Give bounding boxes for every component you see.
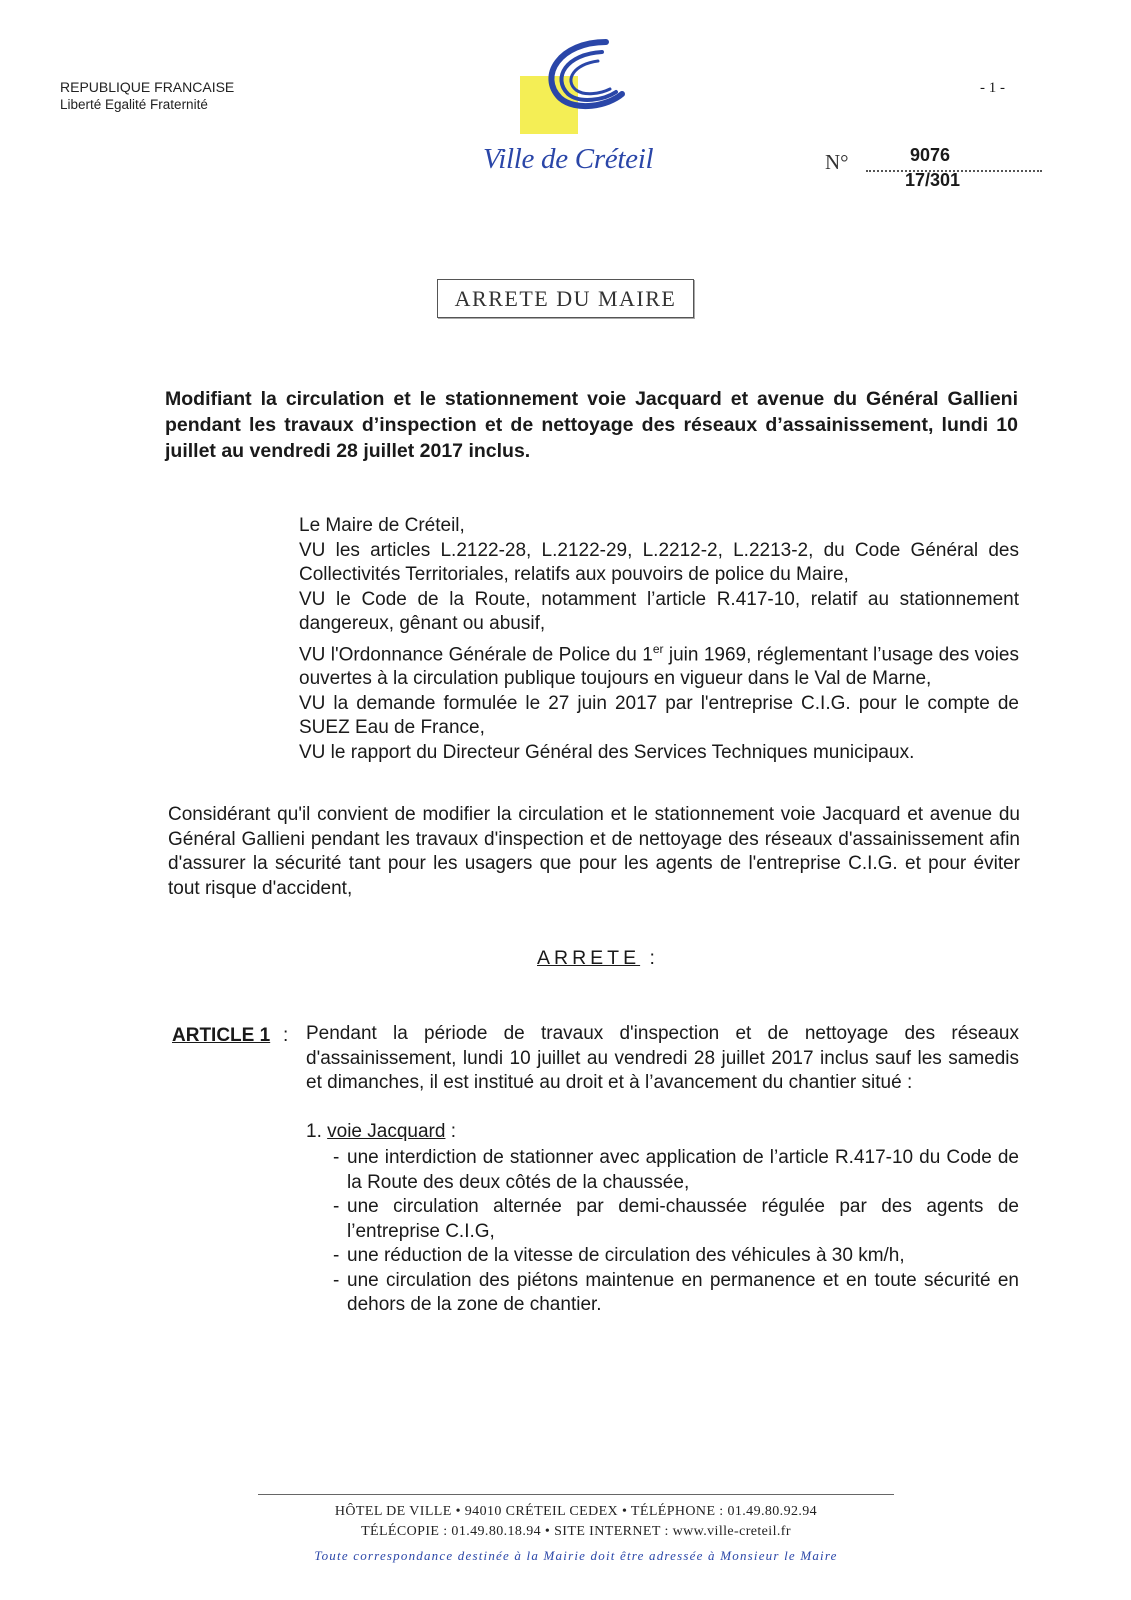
measure-text: une réduction de la vitesse de circulation des véhicules à 30 km/h, (347, 1245, 905, 1266)
dash-icon: - (333, 1245, 340, 1266)
article-label-colon: : (283, 1025, 289, 1046)
article-text: Pendant la période de travaux d'inspection et de nettoyage des réseaux d'assainissement, lundi 10 juillet au vendredi 28 juillet 2017 inclus sauf les samedis et dimanches, il est institué au droit et à l’avancement du chantier situé : (306, 1023, 1019, 1093)
arrete-heading (537, 947, 659, 970)
dash-icon: - (333, 1196, 340, 1217)
article-body (306, 1022, 1019, 1096)
preamble-vu-text: VU l'Ordonnance Générale de Police du 1 (299, 643, 653, 665)
preamble-vu (299, 637, 1019, 692)
preamble (299, 514, 1019, 765)
republic-motto: Liberté Egalité Fraternité (60, 97, 208, 112)
document-title: ARRETE DU MAIRE (437, 279, 694, 318)
footer-contact: TÉLÉCOPIE : 01.49.80.18.94 • SITE INTERNET : www.ville-creteil.fr (361, 1524, 791, 1539)
article-label (172, 1025, 270, 1047)
list-item (333, 1195, 1019, 1244)
arrete-summary: Modifiant la circulation et le stationnement voie Jacquard et avenue du Général Gallieni pendant les travaux d’inspection et de nettoyage des réseaux d’assainissement, lundi 10 juillet au vendredi 28 juillet 2017 inclus. (165, 388, 1018, 462)
site-name: voie Jacquard (327, 1121, 446, 1142)
list-item (333, 1269, 1019, 1318)
arrete-number-secondary: 17/301 (905, 170, 961, 190)
article-site (306, 1121, 456, 1143)
preamble-vu-text: juin 1969, réglementant l’usage des voies ouvertes à la circulation publique toujours en vigueur dans le Val de Marne, (299, 643, 1019, 690)
footer-divider (258, 1494, 894, 1495)
site-number: 1. (306, 1121, 322, 1142)
list-item (333, 1146, 1019, 1195)
preamble-intro: Le Maire de Créteil, (299, 515, 465, 536)
republic-name: REPUBLIQUE FRANCAISE (60, 79, 235, 95)
footer-note: Toute correspondance destinée à la Mairie doit être adressée à Monsieur le Maire (314, 1548, 838, 1563)
republic-header (60, 78, 234, 114)
site-colon: : (445, 1121, 456, 1142)
measures-list (333, 1146, 1019, 1318)
number-label: N° (825, 150, 849, 174)
arrete-number: 9076 (910, 145, 951, 165)
measure-text: une interdiction de stationner avec application de l’article R.417-10 du Code de la Route des deux côtés de la chaussée, (347, 1147, 1019, 1193)
preamble-vu: VU les articles L.2122-28, L.2122-29, L.2212-2, L.2213-2, du Code Général des Collectivités Territoriales, relatifs aux pouvoirs de police du Maire, (299, 539, 1019, 585)
considerant-paragraph: Considérant qu'il convient de modifier la circulation et le stationnement voie Jacquard et avenue du Général Gallieni pendant les travaux d'inspection et de nettoyage des réseaux d'assainissement afin d'assurer la sécurité tant pour les usagers que pour les agents de l'entreprise C.I.G. et pour éviter tout risque d'accident, (168, 804, 1020, 899)
article-label-text: ARTICLE 1 (172, 1025, 271, 1046)
preamble-vu: VU le rapport du Directeur Général des Services Techniques municipaux. (299, 741, 915, 763)
preamble-vu: VU la demande formulée le 27 juin 2017 par l'entreprise C.I.G. pour le compte de SUEZ Eau de France, (299, 692, 1019, 739)
superscript: er (652, 641, 664, 656)
list-item (333, 1244, 1019, 1269)
measure-text: une circulation alternée par demi-chaussée régulée par des agents de l’entreprise C.I.G, (347, 1196, 1019, 1242)
dash-icon: - (333, 1147, 340, 1168)
measure-text: une circulation des piétons maintenue en permanence et en toute sécurité en dehors de la zone de chantier. (347, 1269, 1019, 1315)
arrete-heading-colon: : (649, 947, 659, 969)
preamble-vu: VU le Code de la Route, notamment l’article R.417-10, relatif au stationnement dangereux, gênant ou abusif, (299, 588, 1019, 634)
dash-icon: - (333, 1269, 340, 1291)
arrete-heading-text: ARRETE (537, 947, 641, 969)
page-number: - 1 - (980, 80, 1005, 96)
creteil-logo-icon (520, 36, 640, 146)
footer-address: HÔTEL DE VILLE • 94010 CRÉTEIL CEDEX • TÉLÉPHONE : 01.49.80.92.94 (334, 1504, 818, 1519)
city-name: Ville de Créteil (483, 143, 654, 175)
